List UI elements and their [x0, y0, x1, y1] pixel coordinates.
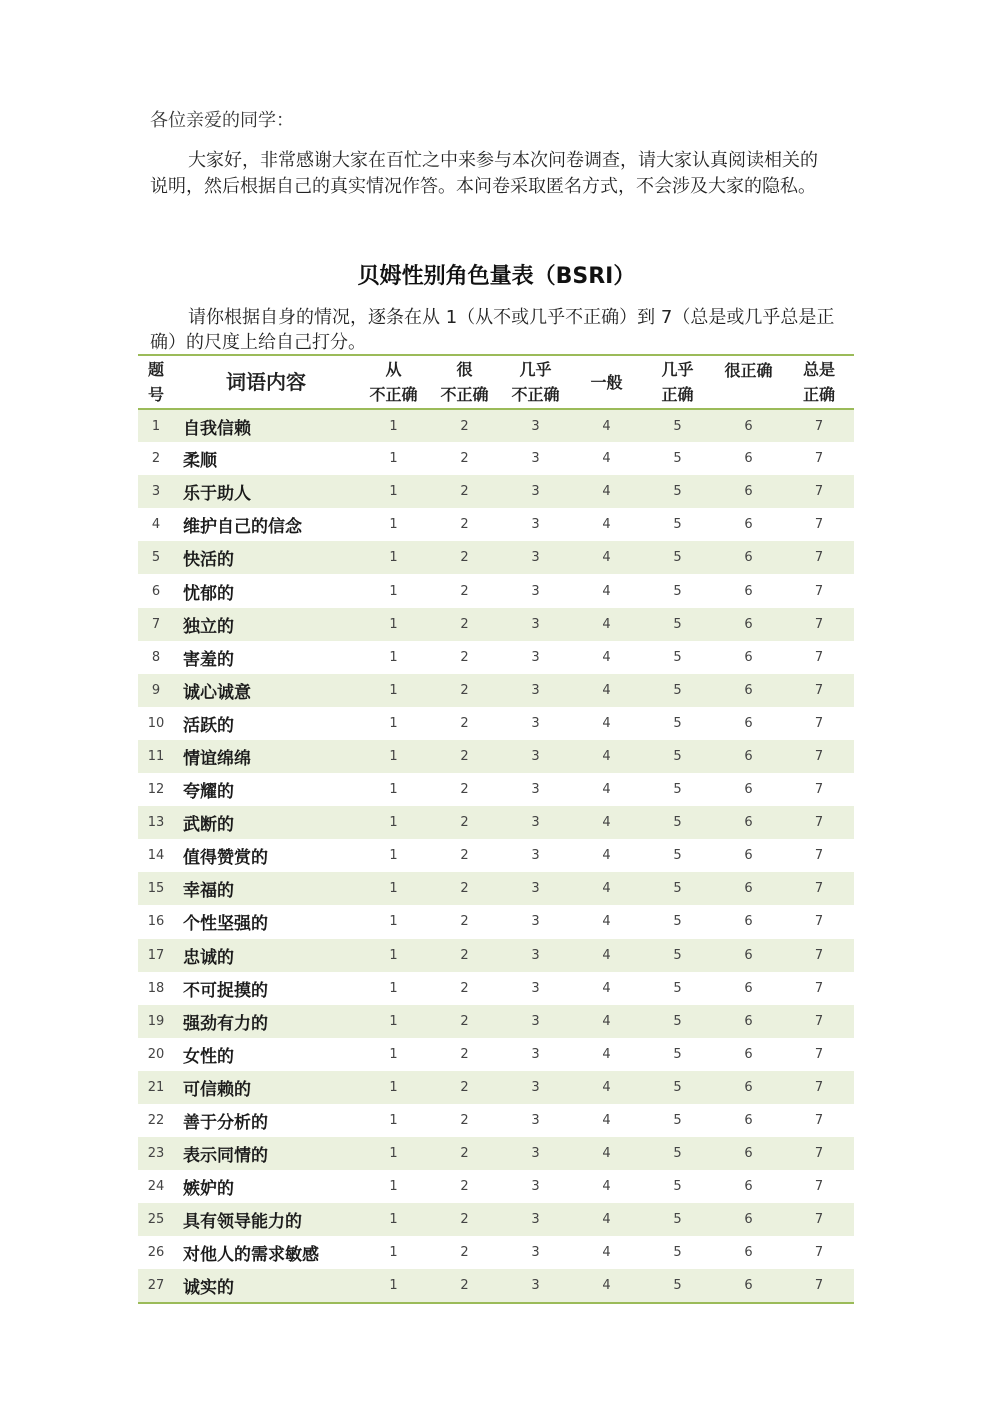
page-title: 贝姆性别角色量表（BSRI）	[357, 264, 636, 289]
item-word: 对他人的需求敏感	[183, 1245, 319, 1266]
rating-option-5[interactable]: 5	[673, 1179, 682, 1195]
rating-option-5[interactable]: 5	[673, 914, 682, 930]
rating-option-5[interactable]: 5	[673, 1146, 682, 1162]
rating-option-1[interactable]: 1	[389, 848, 398, 864]
rating-option-3[interactable]: 3	[531, 550, 540, 566]
rating-option-3[interactable]: 3	[531, 682, 540, 698]
bsri-table	[138, 354, 854, 1304]
rating-option-2[interactable]: 2	[460, 748, 469, 764]
table-row	[138, 541, 854, 574]
rating-option-6[interactable]: 6	[744, 1179, 753, 1195]
rating-option-7[interactable]: 7	[814, 782, 824, 798]
item-word: 害羞的	[183, 649, 234, 670]
rating-option-1[interactable]: 1	[389, 1079, 398, 1095]
rating-option-3[interactable]: 3	[531, 782, 540, 798]
rating-option-1[interactable]: 1	[389, 1046, 398, 1062]
rating-option-1[interactable]: 1	[389, 748, 398, 764]
item-word: 不可捉摸的	[183, 980, 268, 1001]
item-number: 11	[147, 748, 165, 764]
rating-option-1[interactable]: 1	[389, 1113, 398, 1129]
item-number: 21	[147, 1079, 165, 1095]
rating-option-4[interactable]: 4	[602, 782, 611, 798]
rating-option-6[interactable]: 6	[744, 715, 753, 731]
rating-option-2[interactable]: 2	[460, 484, 469, 500]
rating-option-1[interactable]: 1	[389, 782, 398, 798]
rating-option-6[interactable]: 6	[744, 1113, 753, 1129]
rating-option-4[interactable]: 4	[602, 418, 611, 434]
intro-text: 大家好，非常感谢大家在百忙之中来参与本次问卷调查，请大家认真阅读相关的说明，然后根据自己的真实情况作答。本问卷采取匿名方式，不会涉及大家的隐私。	[150, 150, 818, 197]
rating-option-5[interactable]: 5	[673, 550, 682, 566]
rating-option-4[interactable]: 4	[602, 914, 611, 930]
rating-option-6[interactable]: 6	[744, 616, 753, 632]
rating-option-7[interactable]: 7	[814, 848, 824, 864]
rating-option-2[interactable]: 2	[460, 1245, 469, 1261]
rating-option-7[interactable]: 7	[814, 1245, 824, 1261]
rating-option-1[interactable]: 1	[389, 815, 398, 831]
rating-option-5[interactable]: 5	[673, 1113, 682, 1129]
rating-option-2[interactable]: 2	[460, 550, 469, 566]
rating-option-7[interactable]: 7	[814, 1179, 824, 1195]
rating-option-4[interactable]: 4	[602, 1079, 611, 1095]
item-word: 快活的	[183, 550, 234, 571]
rating-option-2[interactable]: 2	[460, 418, 469, 434]
rating-option-1[interactable]: 1	[389, 451, 398, 467]
rating-option-2[interactable]: 2	[460, 914, 469, 930]
rating-option-4[interactable]: 4	[602, 1046, 611, 1062]
item-word: 值得赞赏的	[183, 848, 268, 869]
item-word: 可信赖的	[183, 1079, 251, 1100]
rating-option-4[interactable]: 4	[602, 1212, 611, 1228]
item-number: 7	[151, 616, 161, 632]
table-row	[138, 773, 854, 806]
rating-option-2[interactable]: 2	[460, 881, 469, 897]
table-row	[138, 1071, 854, 1104]
rating-option-6[interactable]: 6	[744, 1245, 753, 1261]
header-option-2: 很 不正确	[440, 360, 489, 404]
rating-option-3[interactable]: 3	[531, 715, 540, 731]
rating-option-6[interactable]: 6	[744, 682, 753, 698]
item-number: 4	[151, 517, 161, 533]
table-row	[138, 1236, 854, 1269]
item-number: 2	[151, 451, 161, 467]
rating-option-5[interactable]: 5	[673, 947, 682, 963]
rating-option-3[interactable]: 3	[531, 881, 540, 897]
rating-option-7[interactable]: 7	[814, 715, 824, 731]
rating-option-6[interactable]: 6	[744, 418, 753, 434]
rating-option-2[interactable]: 2	[460, 1179, 469, 1195]
rating-option-3[interactable]: 3	[531, 583, 540, 599]
rating-option-7[interactable]: 7	[814, 418, 824, 434]
header-option-5: 几乎 正确	[661, 360, 694, 404]
rating-option-5[interactable]: 5	[673, 517, 682, 533]
item-number: 16	[147, 914, 165, 930]
rating-option-2[interactable]: 2	[460, 1079, 469, 1095]
table-row	[138, 839, 854, 872]
rating-option-7[interactable]: 7	[814, 815, 824, 831]
rating-option-4[interactable]: 4	[602, 947, 611, 963]
item-word: 维护自己的信念	[183, 517, 302, 538]
table-row	[138, 442, 854, 475]
rating-option-7[interactable]: 7	[814, 550, 824, 566]
item-number: 23	[147, 1146, 165, 1162]
rating-option-7[interactable]: 7	[814, 1113, 824, 1129]
header-item-number: 题 号	[147, 360, 164, 404]
rating-option-1[interactable]: 1	[389, 1212, 398, 1228]
header-option-1: 从 不正确	[369, 360, 418, 404]
rating-option-6[interactable]: 6	[744, 815, 753, 831]
rating-option-3[interactable]: 3	[531, 1046, 540, 1062]
rating-option-2[interactable]: 2	[460, 1146, 469, 1162]
table-row	[138, 806, 854, 839]
rating-option-4[interactable]: 4	[602, 748, 611, 764]
rating-option-4[interactable]: 4	[602, 848, 611, 864]
table-row	[138, 641, 854, 674]
table-row	[138, 409, 854, 442]
item-word: 具有领导能力的	[183, 1212, 302, 1233]
rating-option-6[interactable]: 6	[744, 947, 753, 963]
rating-option-5[interactable]: 5	[673, 1277, 682, 1293]
table-row	[138, 608, 854, 641]
rating-option-6[interactable]: 6	[744, 881, 753, 897]
rating-option-5[interactable]: 5	[673, 649, 682, 665]
rating-option-4[interactable]: 4	[602, 1013, 611, 1029]
rating-option-5[interactable]: 5	[673, 451, 682, 467]
rating-option-5[interactable]: 5	[673, 782, 682, 798]
rating-option-3[interactable]: 3	[531, 517, 540, 533]
rating-option-3[interactable]: 3	[531, 914, 540, 930]
rating-option-5[interactable]: 5	[673, 881, 682, 897]
rating-option-1[interactable]: 1	[389, 1277, 398, 1293]
intro-paragraph	[150, 148, 834, 200]
rating-option-5[interactable]: 5	[673, 748, 682, 764]
rating-option-4[interactable]: 4	[602, 517, 611, 533]
table-row	[138, 972, 854, 1005]
item-number: 26	[147, 1245, 165, 1261]
item-number: 24	[147, 1179, 165, 1195]
rating-option-4[interactable]: 4	[602, 1113, 611, 1129]
table-header-row	[138, 355, 854, 409]
rating-option-4[interactable]: 4	[602, 682, 611, 698]
rating-option-2[interactable]: 2	[460, 815, 469, 831]
item-number: 3	[151, 484, 161, 500]
rating-option-7[interactable]: 7	[814, 484, 824, 500]
rating-option-2[interactable]: 2	[460, 1113, 469, 1129]
table-row	[138, 1104, 854, 1137]
rating-option-5[interactable]: 5	[673, 682, 682, 698]
item-number: 6	[151, 583, 161, 599]
rating-option-2[interactable]: 2	[460, 1013, 469, 1029]
table-row	[138, 1137, 854, 1170]
rating-option-5[interactable]: 5	[673, 815, 682, 831]
item-number: 1	[151, 418, 161, 434]
table-row	[138, 674, 854, 707]
rating-option-1[interactable]: 1	[389, 616, 398, 632]
rating-option-3[interactable]: 3	[531, 815, 540, 831]
rating-option-3[interactable]: 3	[531, 1079, 540, 1095]
rating-option-1[interactable]: 1	[389, 418, 398, 434]
rating-option-1[interactable]: 1	[389, 980, 398, 996]
rating-option-7[interactable]: 7	[814, 1212, 824, 1228]
rating-option-6[interactable]: 6	[744, 848, 753, 864]
rating-option-3[interactable]: 3	[531, 1146, 540, 1162]
rating-option-4[interactable]: 4	[602, 649, 611, 665]
rating-option-5[interactable]: 5	[673, 484, 682, 500]
rating-option-4[interactable]: 4	[602, 1245, 611, 1261]
rating-option-5[interactable]: 5	[673, 616, 682, 632]
rating-option-5[interactable]: 5	[673, 848, 682, 864]
item-word: 忧郁的	[183, 583, 234, 604]
rating-option-7[interactable]: 7	[814, 914, 824, 930]
rating-option-2[interactable]: 2	[460, 980, 469, 996]
rating-option-7[interactable]: 7	[814, 649, 824, 665]
rating-option-3[interactable]: 3	[531, 748, 540, 764]
rating-option-6[interactable]: 6	[744, 517, 753, 533]
rating-option-3[interactable]: 3	[531, 451, 540, 467]
rating-option-3[interactable]: 3	[531, 1245, 540, 1261]
rating-option-2[interactable]: 2	[460, 782, 469, 798]
rating-option-4[interactable]: 4	[602, 715, 611, 731]
rating-option-7[interactable]: 7	[814, 1046, 824, 1062]
rating-option-7[interactable]: 7	[814, 748, 824, 764]
table-row	[138, 1005, 854, 1038]
table-row	[138, 707, 854, 740]
item-word: 表示同情的	[183, 1146, 268, 1167]
item-number: 5	[151, 550, 161, 566]
rating-option-4[interactable]: 4	[602, 616, 611, 632]
rating-option-4[interactable]: 4	[602, 1146, 611, 1162]
instruction-text: 请你根据自身的情况，逐条在从 1（从不或几乎不正确）到 7（总是或几乎总是正确）的尺度上给自己打分。	[150, 307, 835, 353]
item-number: 9	[151, 682, 161, 698]
item-word: 诚心诚意	[183, 682, 251, 703]
item-word: 忠诚的	[183, 947, 234, 968]
rating-option-1[interactable]: 1	[389, 1245, 398, 1261]
rating-option-5[interactable]: 5	[673, 715, 682, 731]
rating-option-1[interactable]: 1	[389, 1146, 398, 1162]
item-word: 自我信赖	[183, 418, 251, 439]
rating-option-5[interactable]: 5	[673, 1013, 682, 1029]
rating-option-2[interactable]: 2	[460, 1212, 469, 1228]
rating-option-1[interactable]: 1	[389, 881, 398, 897]
header-option-7: 总是 正确	[802, 360, 835, 404]
rating-option-2[interactable]: 2	[460, 583, 469, 599]
rating-option-4[interactable]: 4	[602, 583, 611, 599]
item-number: 25	[147, 1212, 165, 1228]
rating-option-7[interactable]: 7	[814, 451, 824, 467]
rating-option-3[interactable]: 3	[531, 418, 540, 434]
rating-option-1[interactable]: 1	[389, 1013, 398, 1029]
rating-option-5[interactable]: 5	[673, 1046, 682, 1062]
item-word: 强劲有力的	[183, 1013, 268, 1034]
item-number: 12	[147, 782, 165, 798]
rating-option-7[interactable]: 7	[814, 1146, 824, 1162]
table-row	[138, 740, 854, 773]
table-row	[138, 1269, 854, 1302]
rating-option-3[interactable]: 3	[531, 980, 540, 996]
instruction-paragraph	[150, 305, 844, 355]
rating-option-4[interactable]: 4	[602, 815, 611, 831]
rating-option-6[interactable]: 6	[744, 649, 753, 665]
rating-option-7[interactable]: 7	[814, 980, 824, 996]
rating-option-1[interactable]: 1	[389, 947, 398, 963]
header-option-6: 很正确	[724, 361, 773, 380]
item-word: 善于分析的	[183, 1113, 268, 1134]
rating-option-6[interactable]: 6	[744, 1013, 753, 1029]
rating-option-3[interactable]: 3	[531, 1113, 540, 1129]
table-row	[138, 1170, 854, 1203]
rating-option-3[interactable]: 3	[531, 484, 540, 500]
rating-option-7[interactable]: 7	[814, 616, 824, 632]
rating-option-6[interactable]: 6	[744, 550, 753, 566]
item-word: 个性坚强的	[183, 914, 268, 935]
item-word: 武断的	[183, 815, 234, 836]
rating-option-1[interactable]: 1	[389, 550, 398, 566]
item-word: 女性的	[183, 1046, 234, 1067]
rating-option-7[interactable]: 7	[814, 947, 824, 963]
rating-option-2[interactable]: 2	[460, 517, 469, 533]
rating-option-2[interactable]: 2	[460, 1277, 469, 1293]
rating-option-6[interactable]: 6	[744, 1146, 753, 1162]
rating-option-3[interactable]: 3	[531, 1277, 540, 1293]
table-row	[138, 1203, 854, 1236]
item-word: 幸福的	[183, 881, 234, 902]
rating-option-4[interactable]: 4	[602, 550, 611, 566]
item-number: 15	[147, 881, 165, 897]
table-row	[138, 905, 854, 938]
rating-option-7[interactable]: 7	[814, 1079, 824, 1095]
rating-option-2[interactable]: 2	[460, 1046, 469, 1062]
rating-option-7[interactable]: 7	[814, 881, 824, 897]
rating-option-5[interactable]: 5	[673, 583, 682, 599]
rating-option-5[interactable]: 5	[673, 418, 682, 434]
item-word: 独立的	[183, 616, 234, 637]
rating-option-5[interactable]: 5	[673, 1212, 682, 1228]
rating-option-7[interactable]: 7	[814, 1013, 824, 1029]
rating-option-1[interactable]: 1	[389, 517, 398, 533]
item-word: 诚实的	[183, 1277, 234, 1298]
item-number: 22	[147, 1113, 165, 1129]
rating-option-2[interactable]: 2	[460, 848, 469, 864]
item-number: 18	[147, 980, 165, 996]
rating-option-2[interactable]: 2	[460, 616, 469, 632]
rating-option-6[interactable]: 6	[744, 1079, 753, 1095]
header-word: 词语内容	[226, 369, 306, 394]
rating-option-3[interactable]: 3	[531, 1212, 540, 1228]
item-word: 夸耀的	[183, 782, 234, 803]
rating-option-7[interactable]: 7	[814, 682, 824, 698]
rating-option-1[interactable]: 1	[389, 583, 398, 599]
rating-option-6[interactable]: 6	[744, 1046, 753, 1062]
greeting: 各位亲爱的同学：	[150, 110, 294, 131]
rating-option-6[interactable]: 6	[744, 1212, 753, 1228]
item-word: 乐于助人	[183, 484, 251, 505]
rating-option-6[interactable]: 6	[744, 451, 753, 467]
item-number: 19	[147, 1013, 165, 1029]
header-option-3: 几乎 不正确	[511, 360, 560, 404]
item-number: 17	[147, 947, 165, 963]
rating-option-6[interactable]: 6	[744, 1277, 753, 1293]
rating-option-1[interactable]: 1	[389, 682, 398, 698]
rating-option-4[interactable]: 4	[602, 451, 611, 467]
rating-option-3[interactable]: 3	[531, 1013, 540, 1029]
rating-option-7[interactable]: 7	[814, 517, 824, 533]
table-row	[138, 508, 854, 541]
rating-option-3[interactable]: 3	[531, 616, 540, 632]
rating-option-1[interactable]: 1	[389, 1179, 398, 1195]
rating-option-4[interactable]: 4	[602, 484, 611, 500]
rating-option-7[interactable]: 7	[814, 583, 824, 599]
item-number: 20	[147, 1046, 165, 1062]
rating-option-5[interactable]: 5	[673, 980, 682, 996]
table-row	[138, 1038, 854, 1071]
rating-option-6[interactable]: 6	[744, 583, 753, 599]
rating-option-1[interactable]: 1	[389, 914, 398, 930]
rating-option-6[interactable]: 6	[744, 914, 753, 930]
rating-option-4[interactable]: 4	[602, 1277, 611, 1293]
table-row	[138, 574, 854, 607]
item-word: 活跃的	[183, 715, 234, 736]
rating-option-6[interactable]: 6	[744, 748, 753, 764]
header-option-4: 一般	[590, 372, 623, 392]
rating-option-4[interactable]: 4	[602, 980, 611, 996]
table-row	[138, 872, 854, 905]
rating-option-3[interactable]: 3	[531, 947, 540, 963]
rating-option-7[interactable]: 7	[814, 1277, 824, 1293]
rating-option-2[interactable]: 2	[460, 715, 469, 731]
rating-option-1[interactable]: 1	[389, 484, 398, 500]
rating-option-3[interactable]: 3	[531, 848, 540, 864]
rating-option-2[interactable]: 2	[460, 682, 469, 698]
rating-option-1[interactable]: 1	[389, 715, 398, 731]
rating-option-6[interactable]: 6	[744, 782, 753, 798]
table-row	[138, 475, 854, 508]
rating-option-3[interactable]: 3	[531, 649, 540, 665]
item-number: 13	[147, 815, 165, 831]
rating-option-6[interactable]: 6	[744, 484, 753, 500]
rating-option-6[interactable]: 6	[744, 980, 753, 996]
item-number: 8	[151, 649, 161, 665]
item-number: 14	[147, 848, 165, 864]
rating-option-5[interactable]: 5	[673, 1245, 682, 1261]
item-number: 10	[147, 715, 165, 731]
rating-option-3[interactable]: 3	[531, 1179, 540, 1195]
rating-option-2[interactable]: 2	[460, 947, 469, 963]
item-word: 柔顺	[183, 451, 217, 472]
rating-option-4[interactable]: 4	[602, 1179, 611, 1195]
rating-option-2[interactable]: 2	[460, 649, 469, 665]
item-number: 27	[147, 1277, 165, 1293]
rating-option-4[interactable]: 4	[602, 881, 611, 897]
table-body	[138, 409, 854, 1303]
rating-option-1[interactable]: 1	[389, 649, 398, 665]
rating-option-2[interactable]: 2	[460, 451, 469, 467]
item-word: 情谊绵绵	[183, 748, 251, 769]
rating-option-5[interactable]: 5	[673, 1079, 682, 1095]
item-word: 嫉妒的	[183, 1179, 234, 1200]
table-row	[138, 939, 854, 972]
